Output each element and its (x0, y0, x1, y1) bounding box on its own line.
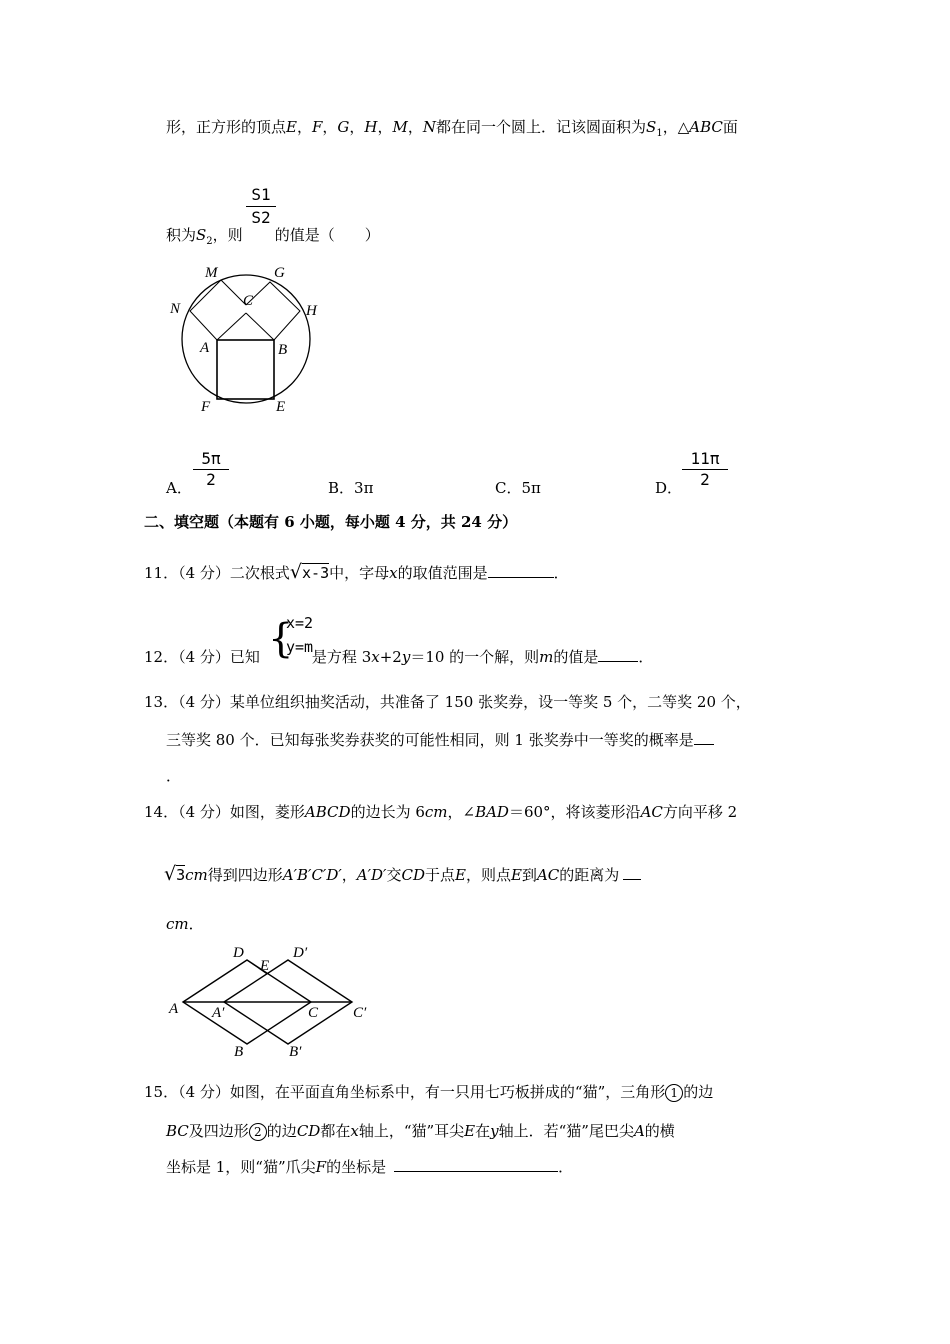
q10-line2: 积为$S_2$，则 的值是（ ） (166, 226, 380, 247)
circled-number-1: 1 (665, 1084, 683, 1102)
label-E: E (260, 958, 270, 974)
label-Bprime: B′ (289, 1044, 302, 1060)
label-Dprime: D′ (293, 945, 308, 961)
question-15-line3: 坐标是 1，则“猫”爪尖F的坐标是 ． (166, 1158, 574, 1176)
option-a-denominator: 2 (206, 470, 216, 489)
square-left (190, 280, 246, 340)
q10-ratio-denominator: S2 (251, 208, 271, 227)
question-13-line2: 三等奖 80 个．已知每张奖券获奖的可能性相同，则 1 张奖券中一等奖的概率是 (166, 730, 714, 750)
q12-system-eq2: y=m (286, 638, 314, 656)
triangle-cb (246, 313, 274, 340)
label-G: G (274, 265, 285, 281)
label-H: H (306, 303, 317, 319)
q10-ratio-numerator: S1 (246, 184, 276, 207)
q15-answer-blank[interactable] (394, 1171, 558, 1172)
label-F: F (201, 399, 211, 415)
label-M: M (205, 265, 218, 281)
q12-answer-blank[interactable] (598, 661, 638, 662)
q10-option-d-fraction[interactable] (682, 449, 728, 490)
q14-radical: √3 (164, 863, 186, 885)
question-14-line2: √3cm得到四边形A′B′C′D′，A′D′交CD于点E，则点E到AC的距离为 (164, 864, 641, 885)
q12-equation-system: { x=2 y=m (268, 611, 313, 659)
option-d-numerator: 11π (682, 449, 728, 470)
question-14-line3: cm． (166, 915, 204, 933)
q14-rhombus-figure (165, 940, 375, 1065)
q10-option-c[interactable]: C．5π (495, 479, 541, 497)
q10-circle-square-figure (160, 255, 330, 420)
q10-option-b[interactable]: B．3π (328, 479, 374, 497)
q10-ratio-fraction (246, 184, 276, 229)
label-Aprime: A′ (212, 1005, 225, 1021)
q10-option-a-fraction[interactable] (193, 449, 229, 490)
question-11: 11．（4 分）二次根式√x-3中，字母x的取值范围是 ． (144, 561, 569, 583)
question-15-line2: BC及四边形 2 的边CD都在x轴上，“猫”耳尖E在y轴上．若“猫”尾巴尖A的横 (166, 1122, 675, 1140)
question-12: 12．（4 分）已知 是方程 3x+2y＝10 的一个解，则m的值是 ． (144, 648, 654, 666)
label-A: A (200, 340, 210, 356)
q10-line1: 形，正方形的顶点E，F，G，H，M，N都在同一个圆上．记该圆面积为$S_1$，△ABC面 (166, 118, 738, 139)
circled-number-2: 2 (249, 1123, 267, 1141)
label-A: A (169, 1001, 179, 1017)
option-d-denominator: 2 (700, 470, 710, 489)
q11-radical: √x-3 (289, 561, 330, 583)
question-13-end: ． (166, 767, 182, 785)
label-C: C (308, 1005, 319, 1021)
label-E: E (276, 399, 286, 415)
label-C: C (243, 293, 254, 309)
question-15-line1: 15．（4 分）如图，在平面直角坐标系中，有一只用七巧板拼成的“猫”，三角形 1 的边 (144, 1083, 714, 1101)
label-Cprime: C′ (353, 1005, 367, 1021)
question-14-line1: 14．（4 分）如图，菱形ABCD的边长为 6cm，∠BAD＝60°，将该菱形沿AC方向平移 2 (144, 803, 738, 821)
q10-option-d-label[interactable]: D． (655, 479, 683, 497)
question-13-line1: 13．（4 分）某单位组织抽奖活动，共准备了 150 张奖券，设一等奖 5 个，二等奖 20 个， (144, 693, 751, 711)
option-a-numerator: 5π (193, 449, 229, 470)
square-right (246, 282, 300, 340)
q11-answer-blank[interactable] (488, 577, 554, 578)
square-abef (217, 340, 274, 399)
label-D: D (233, 945, 244, 961)
label-B: B (278, 342, 288, 358)
q10-option-a-label[interactable]: A． (166, 479, 192, 497)
label-B: B (234, 1044, 244, 1060)
q13-answer-blank[interactable] (694, 744, 714, 745)
section-2-heading: 二、填空题（本题有 6 小题，每小题 4 分，共 24 分） (144, 513, 518, 531)
q14-answer-blank[interactable] (623, 879, 641, 880)
label-N: N (170, 301, 181, 317)
q12-system-eq1: x=2 (286, 614, 314, 632)
triangle-ca (217, 313, 246, 340)
